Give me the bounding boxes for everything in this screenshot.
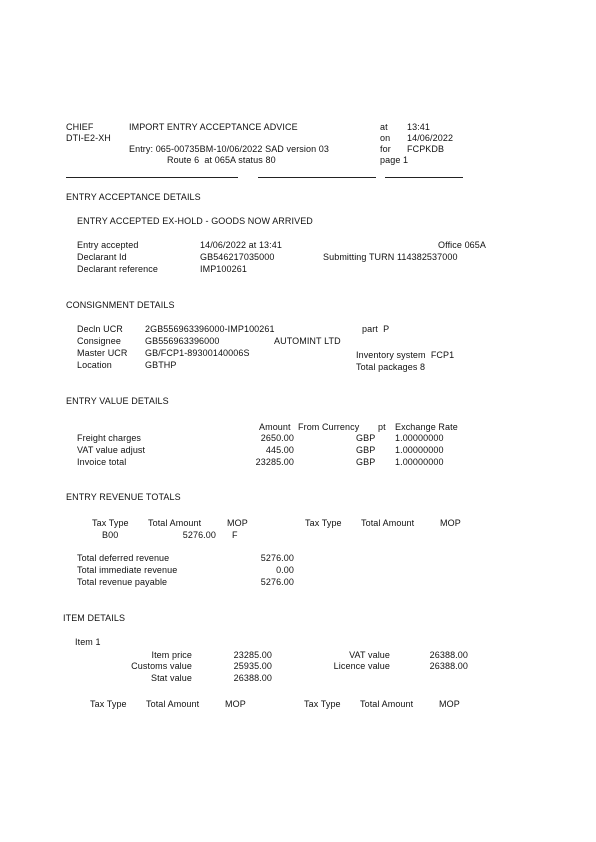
customs-value-value: 25935.00	[233, 661, 272, 671]
item-col-total-amount: Total Amount	[146, 699, 200, 709]
entry-accepted-label: Entry accepted	[77, 240, 139, 250]
consignee-label: Consignee	[77, 336, 121, 346]
document-title: IMPORT ENTRY ACCEPTANCE ADVICE	[129, 122, 298, 132]
revenue-col-total-amount-2: Total Amount	[361, 518, 415, 528]
acceptance-heading: ENTRY ACCEPTANCE DETAILS	[66, 192, 201, 202]
declarant-id-value: GB546217035000	[200, 252, 275, 262]
header-divider-left	[66, 177, 238, 178]
header-divider-right	[385, 177, 463, 178]
value-row-label: Freight charges	[77, 433, 142, 443]
revenue-col-total-amount: Total Amount	[148, 518, 202, 528]
licence-value-label: Licence value	[333, 661, 390, 671]
item-col-mop: MOP	[225, 699, 246, 709]
total-packages: Total packages 8	[356, 362, 426, 372]
acceptance-status: ENTRY ACCEPTED EX-HOLD - GOODS NOW ARRIVED	[77, 216, 313, 226]
item-price-label: Item price	[151, 650, 192, 660]
submitting-turn: Submitting TURN 114382537000	[323, 252, 458, 262]
immediate-revenue-value: 0.00	[276, 565, 294, 575]
declarant-ref-label: Declarant reference	[77, 264, 158, 274]
revenue-col-tax-type: Tax Type	[92, 518, 129, 528]
value-row-currency: GBP	[356, 433, 376, 443]
declarant-id-label: Declarant Id	[77, 252, 127, 262]
value-row-rate: 1.00000000	[395, 457, 444, 467]
value-row-currency: GBP	[356, 445, 376, 455]
value-row-amount: 2650.00	[260, 433, 294, 443]
value-heading: ENTRY VALUE DETAILS	[66, 396, 169, 406]
item-heading: ITEM DETAILS	[63, 613, 126, 623]
value-col-exchange-rate: Exchange Rate	[395, 422, 458, 432]
value-row-label: Invoice total	[77, 457, 127, 467]
office-code: Office 065A	[438, 240, 486, 250]
consignment-heading: CONSIGNMENT DETAILS	[66, 300, 175, 310]
revenue-tax-type: B00	[102, 530, 119, 540]
item-col-mop-2: MOP	[439, 699, 460, 709]
decln-ucr-value: 2GB556963396000-IMP100261	[145, 324, 275, 334]
master-ucr-label: Master UCR	[77, 348, 128, 358]
revenue-mop: F	[232, 530, 238, 540]
revenue-col-mop-2: MOP	[440, 518, 461, 528]
header-divider-mid	[258, 177, 376, 178]
consignee-value: GB556963396000	[145, 336, 220, 346]
stat-value-label: Stat value	[150, 673, 192, 683]
location-label: Location	[77, 360, 112, 370]
vat-value-label: VAT value	[349, 650, 390, 660]
item-price-value: 23285.00	[233, 650, 272, 660]
value-row-currency: GBP	[356, 457, 376, 467]
value-row-amount: 445.00	[265, 445, 294, 455]
system-name: CHIEF	[66, 122, 94, 132]
entry-accepted-value: 14/06/2022 at 13:41	[200, 240, 282, 250]
entry-line: Entry: 065-00735BM-10/06/2022 SAD version 03	[129, 144, 330, 154]
header-date: 14/06/2022	[407, 133, 454, 143]
value-col-pt: pt	[378, 422, 386, 432]
item-number: Item 1	[75, 637, 101, 647]
revenue-heading: ENTRY REVENUE TOTALS	[66, 492, 181, 502]
revenue-amount: 5276.00	[182, 530, 216, 540]
revenue-col-tax-type-2: Tax Type	[305, 518, 342, 528]
on-label: on	[380, 133, 391, 143]
inventory-system: Inventory system FCP1	[356, 350, 455, 360]
value-col-from-currency: From Currency	[298, 422, 360, 432]
item-col-tax-type-2: Tax Type	[304, 699, 341, 709]
route-line: Route 6 at 065A status 80	[167, 155, 276, 165]
for-label: for	[380, 144, 391, 154]
deferred-revenue-value: 5276.00	[260, 553, 294, 563]
value-row-rate: 1.00000000	[395, 433, 444, 443]
master-ucr-value: GB/FCP1-89300140006S	[145, 348, 250, 358]
item-col-total-amount-2: Total Amount	[360, 699, 414, 709]
decln-ucr-label: Decln UCR	[77, 324, 123, 334]
for-value: FCPKDB	[407, 144, 445, 154]
value-col-amount: Amount	[259, 422, 291, 432]
header-time: 13:41	[407, 122, 431, 132]
revenue-payable-label: Total revenue payable	[77, 577, 168, 587]
at-label: at	[380, 122, 388, 132]
item-col-tax-type: Tax Type	[90, 699, 127, 709]
declarant-ref-value: IMP100261	[200, 264, 247, 274]
part-indicator: part P	[362, 324, 390, 334]
stat-value-value: 26388.00	[233, 673, 272, 683]
page-number: page 1	[380, 155, 409, 165]
immediate-revenue-label: Total immediate revenue	[77, 565, 178, 575]
terminal-id: DTI-E2-XH	[66, 133, 111, 143]
value-row-amount: 23285.00	[255, 457, 294, 467]
licence-value-value: 26388.00	[429, 661, 468, 671]
value-row-label: VAT value adjust	[77, 445, 146, 455]
value-row-rate: 1.00000000	[395, 445, 444, 455]
consignee-name: AUTOMINT LTD	[274, 336, 341, 346]
deferred-revenue-label: Total deferred revenue	[77, 553, 170, 563]
vat-value-value: 26388.00	[429, 650, 468, 660]
revenue-payable-value: 5276.00	[260, 577, 294, 587]
location-value: GBTHP	[145, 360, 177, 370]
customs-value-label: Customs value	[131, 661, 192, 671]
revenue-col-mop: MOP	[227, 518, 248, 528]
